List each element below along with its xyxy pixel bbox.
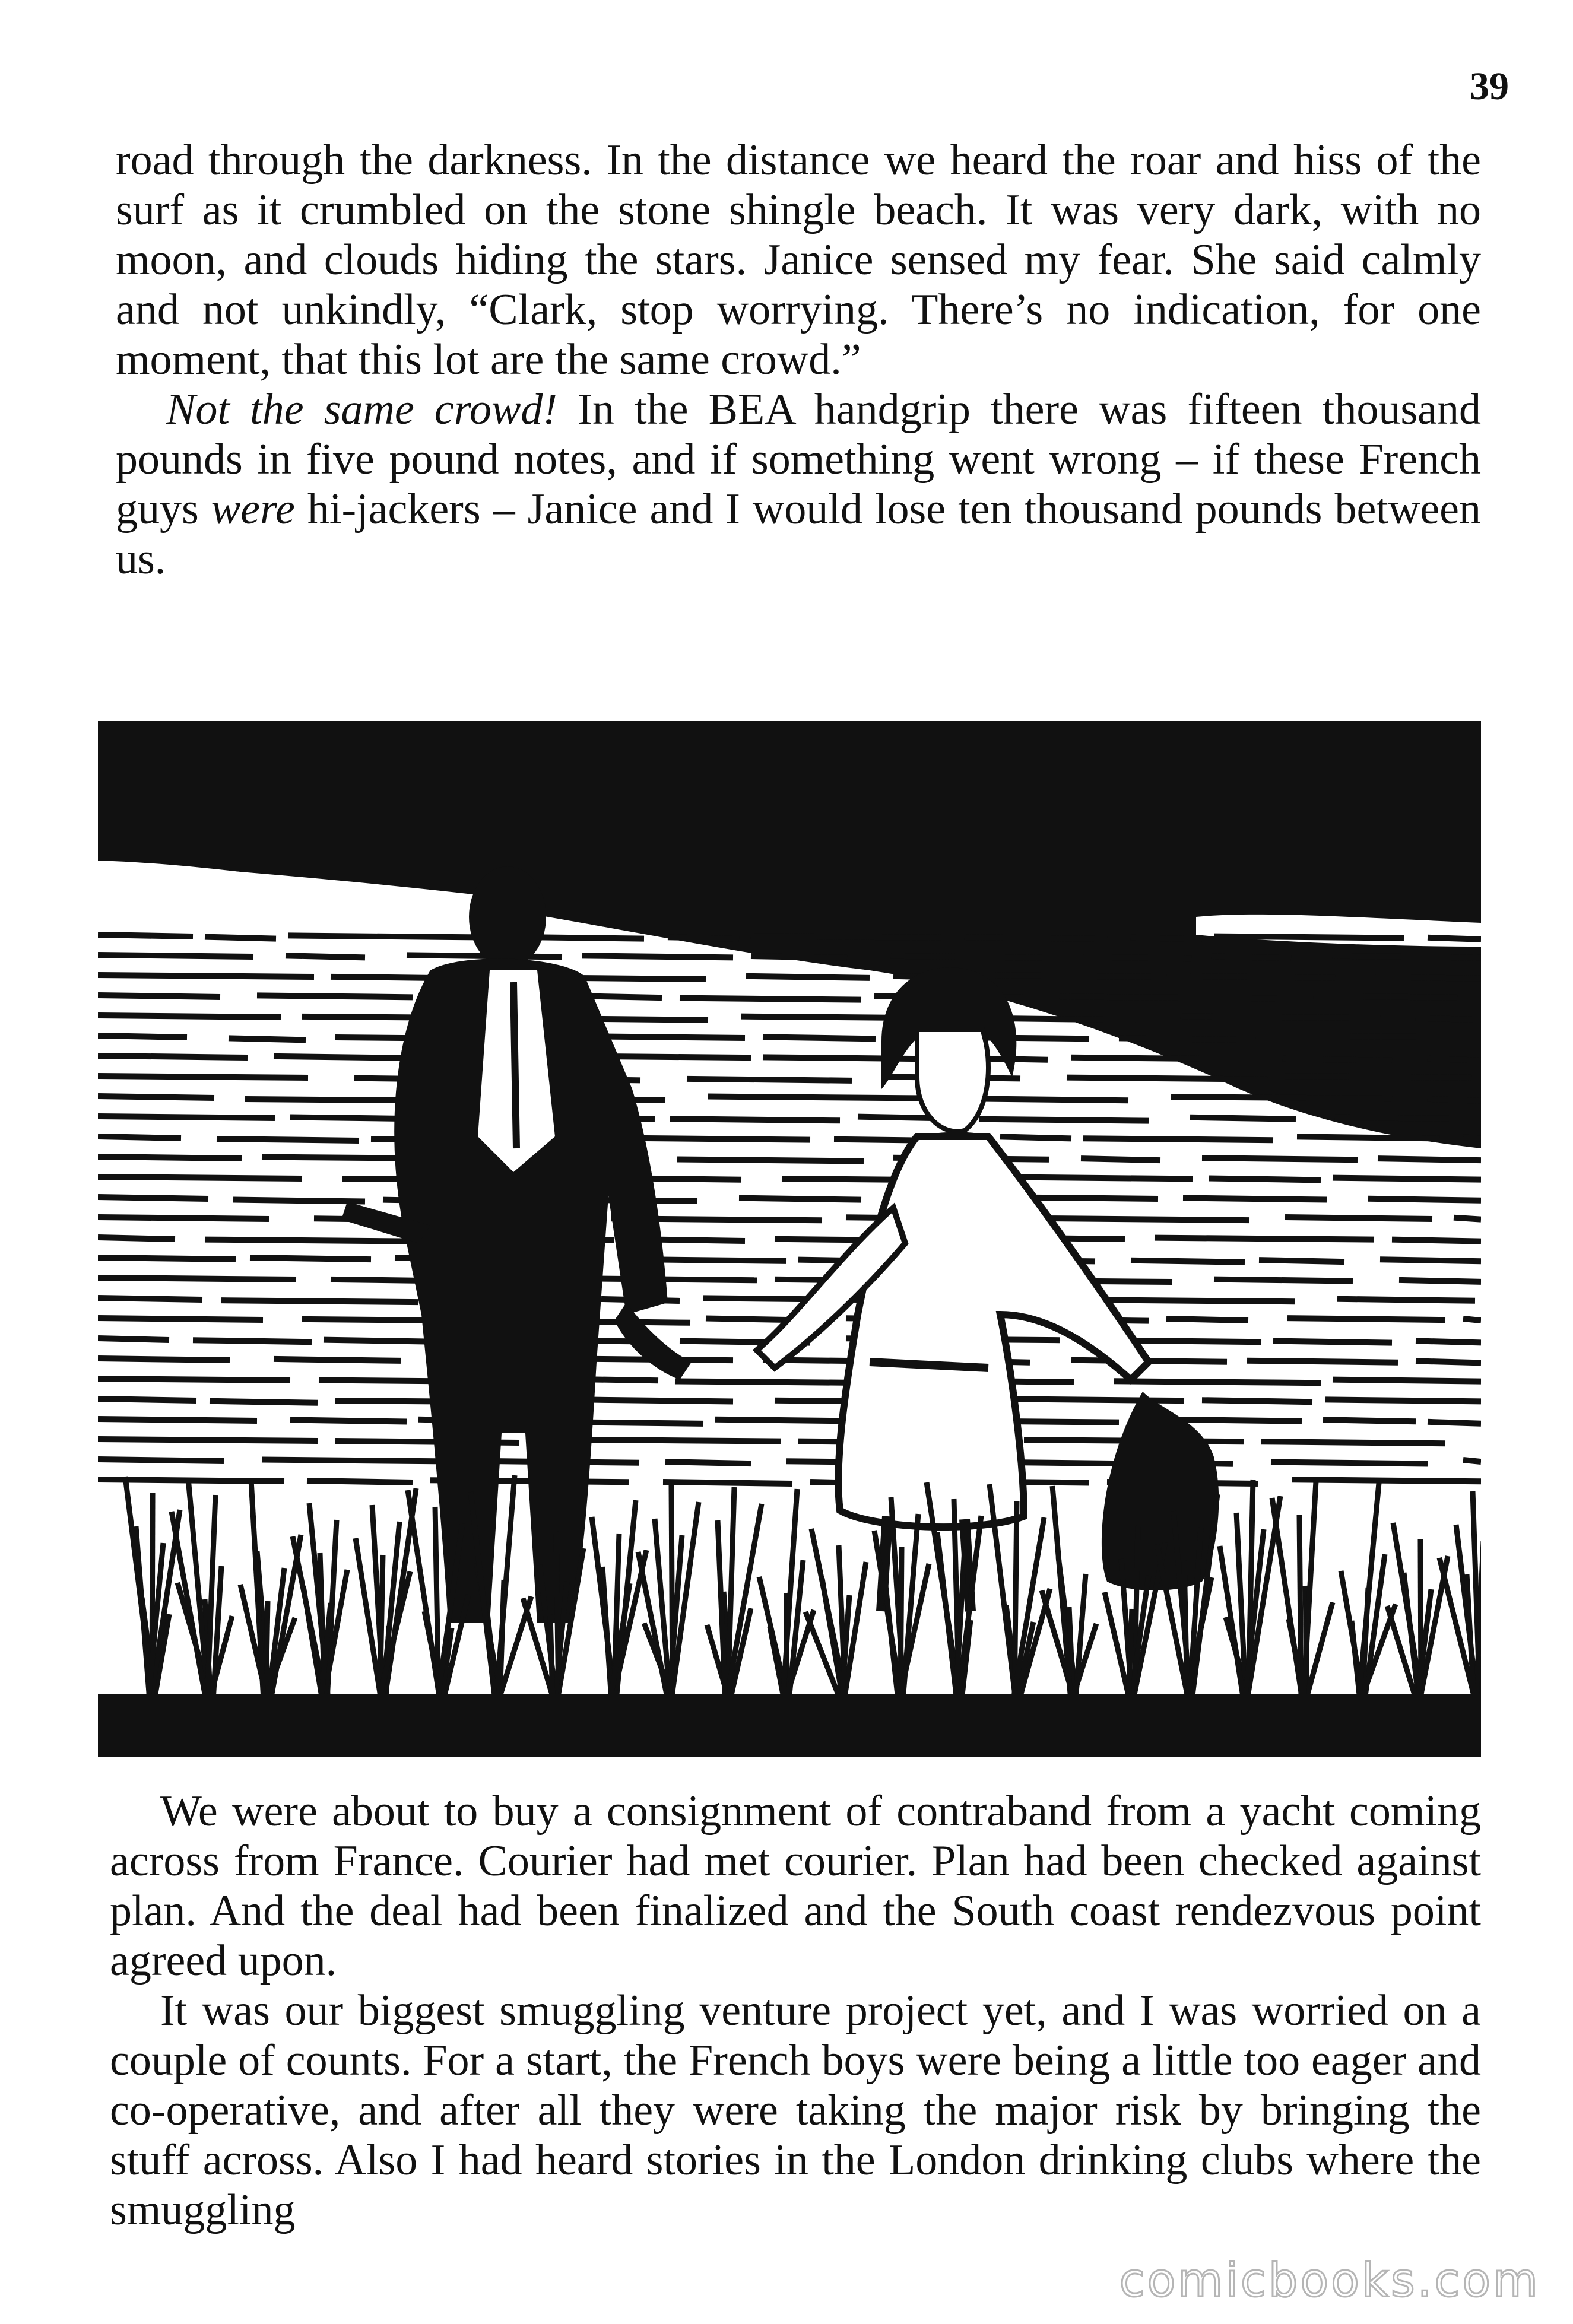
bottom-text-block [110, 1786, 1481, 2235]
paragraph: It was our biggest smuggling venture project yet, and I was worried on a couple of counts. For a start, the French boys were being a little too eager and co-operative, and after all they were taking the major risk by bringing the stuff across. Also I had heard stories in the London drinking clubs where the smuggling [110, 1986, 1481, 2234]
top-text-block [116, 135, 1481, 584]
illustration-couple-on-shore [98, 721, 1481, 1757]
watermark: comicbooks.com [1119, 2254, 1540, 2307]
italic-word: were [211, 485, 295, 534]
italic-phrase: Not the same crowd! [166, 385, 557, 434]
paragraph-text: hi-jackers – Janice and I would lose ten thousand pounds between us. [116, 485, 1481, 583]
paragraph: road through the darkness. In the distance we heard the roar and hiss of the surf as it crumbled on the stone shingle beach. It was very dark, with no moon, and clouds hiding the stars. Janice sensed my fear. She said calmly and not unkindly, “Clark, stop worrying. There’s no indication, for one moment, that this lot are the same crowd.” [116, 136, 1481, 384]
paragraph-text: In the BEA handgrip there was fifteen thousand pounds in five pound notes, and if something went wrong – if these French guys [116, 385, 1481, 534]
page-number: 39 [1470, 65, 1509, 108]
paragraph [116, 385, 1481, 584]
paragraph: We were about to buy a consignment of contraband from a yacht coming across from France. Courier had met courier. Plan had been checked against plan. And the deal had been finalized and the South coast rendezvous point agreed upon. [110, 1787, 1481, 1985]
